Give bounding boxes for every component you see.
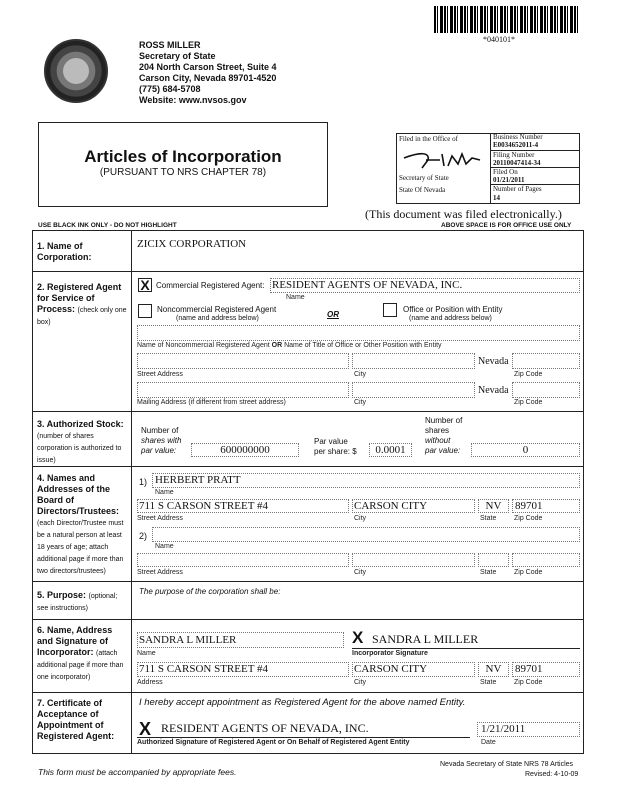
- director-1-name: HERBERT PRATT: [155, 474, 241, 486]
- incorporator-signature: SANDRA L MILLER: [372, 632, 479, 646]
- par-value-per-share: 0.0001: [375, 444, 406, 456]
- office-position-label: Office or Position with Entity: [403, 305, 503, 314]
- with-par-line3: par value:: [141, 446, 177, 455]
- corporation-name: ZICIX CORPORATION: [137, 238, 247, 250]
- director-2-number: 2): [139, 531, 148, 541]
- agent-x-mark: X: [139, 719, 152, 739]
- shares-with-par-value: 600000000: [220, 444, 270, 456]
- section-2-label: 2. Registered Agent for Service of Process:: [37, 282, 122, 314]
- form-revised: Revised: 4-10-09: [525, 771, 579, 778]
- fees-note: This form must be accompanied by appropriate fees.: [38, 767, 237, 777]
- filing-number: 20110047414-34: [493, 159, 541, 167]
- agent-date-caption: Date: [481, 739, 496, 746]
- section-4-label: 4. Names and Addresses of the Board of Directors/Trustees:: [37, 473, 120, 516]
- state-nevada-2: Nevada: [478, 385, 509, 396]
- director-1-state: NV: [485, 500, 502, 512]
- sos-website: Website: www.nvsos.gov: [139, 95, 247, 105]
- section-4-note: (each Director/Trustee must be a natural person at least 18 years of age; attach additional page if more than two directors/trustees): [37, 520, 124, 575]
- incorporator-street: 711 S CARSON STREET #4: [139, 663, 268, 675]
- nevada-state-seal: [44, 39, 108, 103]
- filed-on-label: Filed On: [493, 168, 518, 176]
- section-6-note: (attach additional page if more than one incorporator): [37, 650, 124, 681]
- agent-date: 1/21/2011: [481, 723, 526, 735]
- incorporator-state: NV: [485, 663, 502, 675]
- director-2-state-caption: State: [480, 569, 497, 576]
- title-of-office-caption: Name of Title of Office or Other Position with Entity: [284, 342, 442, 349]
- director-2-zip-caption: Zip Code: [514, 569, 543, 576]
- agent-signature: RESIDENT AGENTS OF NEVADA, INC.: [161, 721, 369, 735]
- sos-name: ROSS MILLER: [139, 40, 201, 50]
- or-small: OR: [271, 342, 283, 349]
- noncommercial-agent-sub: (name and address below): [176, 315, 259, 322]
- filed-in-office-of: Filed in the Office of: [399, 135, 458, 143]
- office-position-sub: (name and address below): [409, 315, 492, 322]
- director-1-zip: 89701: [515, 500, 543, 512]
- filed-electronically-note: (This document was filed electronically.): [365, 207, 562, 221]
- section-6-label: 6. Name, Address and Signature of Incorporator:: [37, 625, 113, 657]
- without-par-line3: without: [425, 436, 451, 445]
- incorporator-zip: 89701: [515, 663, 543, 675]
- without-par-line1: Number of: [425, 416, 463, 425]
- sos-title: Secretary of State: [139, 51, 216, 61]
- director-1-city: CARSON CITY: [354, 500, 428, 512]
- acceptance-text: I hereby accept appointment as Registered Agent for the above named Entity.: [139, 697, 466, 708]
- state-nevada-1: Nevada: [478, 356, 509, 367]
- director-1-street-caption: Street Address: [137, 515, 183, 522]
- noncommercial-name-caption: Name of Noncommercial Registered Agent: [137, 342, 270, 349]
- filing-number-label: Filing Number: [493, 151, 535, 159]
- street-address-caption-2: Street Address: [137, 371, 183, 378]
- office-position-checkbox[interactable]: [383, 303, 397, 317]
- par-value-label1: Par value: [314, 437, 348, 446]
- section-3-note: (number of shares corporation is authorized to issue): [37, 433, 122, 464]
- zip-caption-2: Zip Code: [514, 371, 543, 378]
- pages-count: 14: [493, 194, 500, 202]
- director-1-number: 1): [139, 477, 148, 487]
- commercial-agent-label: Commercial Registered Agent:: [156, 281, 265, 290]
- director-2-city-caption: City: [354, 569, 367, 576]
- mailing-city-caption: City: [354, 399, 367, 406]
- barcode: [434, 6, 580, 33]
- filing-secretary-of-state: Secretary of State: [399, 174, 449, 182]
- sos-phone: (775) 684-5708: [139, 84, 201, 94]
- without-par-line4: par value:: [425, 446, 461, 455]
- with-par-line1: Number of: [141, 426, 179, 435]
- page-title: Articles of Incorporation: [84, 147, 282, 166]
- incorporator-name: SANDRA L MILLER: [139, 634, 237, 646]
- section-3-label: 3. Authorized Stock:: [37, 419, 124, 429]
- incorporator-signature-caption: Incorporator Signature: [352, 650, 428, 657]
- black-ink-note: USE BLACK INK ONLY - DO NOT HIGHLIGHT: [38, 222, 177, 229]
- agent-signature-caption: Authorized Signature of Registered Agent or On Behalf of Registered Agent Entity: [137, 739, 410, 746]
- or-separator: OR: [327, 310, 339, 319]
- section-2-note: (check only one box): [37, 307, 127, 326]
- section-5-label: 5. Purpose:: [37, 590, 87, 600]
- page-subtitle: (PURSUANT TO NRS CHAPTER 78): [99, 167, 267, 178]
- sos-address-line2: Carson City, Nevada 89701-4520: [139, 73, 277, 83]
- section-1-label: 1. Name of Corporation:: [37, 241, 92, 262]
- sos-address-line1: 204 North Carson Street, Suite 4: [139, 62, 277, 72]
- incorporator-city-caption: City: [354, 679, 367, 686]
- incorporator-city: CARSON CITY: [354, 663, 428, 675]
- incorporator-zip-caption: Zip Code: [514, 679, 543, 686]
- city-caption-2: City: [354, 371, 367, 378]
- business-number-label: Business Number: [493, 133, 543, 141]
- agent-name-caption: Name: [286, 294, 305, 301]
- incorporator-name-caption: Name: [137, 650, 156, 657]
- business-number: E0034652011-4: [493, 141, 539, 149]
- pages-label: Number of Pages: [493, 185, 542, 193]
- section-5-note: (optional; see instructions): [37, 593, 118, 612]
- secretary-signature: [400, 148, 488, 170]
- director-1-zip-caption: Zip Code: [514, 515, 543, 522]
- barcode-number: *040101*: [483, 35, 515, 44]
- noncommercial-agent-label: Noncommercial Registered Agent: [157, 305, 277, 314]
- without-par-line2: shares: [425, 426, 450, 435]
- mailing-address-caption: Mailing Address (if different from street address): [137, 399, 286, 406]
- commercial-agent-name: RESIDENT AGENTS OF NEVADA, INC.: [272, 279, 463, 291]
- form-name: Nevada Secretary of State NRS 78 Articles: [440, 761, 574, 768]
- director-1-street: 711 S CARSON STREET #4: [139, 500, 268, 512]
- office-use-note: ABOVE SPACE IS FOR OFFICE USE ONLY: [441, 222, 572, 229]
- director-2-name-caption: Name: [155, 543, 174, 550]
- director-2-street-caption: Street Address: [137, 569, 183, 576]
- filed-on-date: 01/21/2011: [493, 176, 525, 184]
- director-1-city-caption: City: [354, 515, 367, 522]
- mailing-zip-caption: Zip Code: [514, 399, 543, 406]
- filing-state-of-nevada: State Of Nevada: [399, 186, 446, 194]
- purpose-text: The purpose of the corporation shall be:: [139, 587, 281, 596]
- par-value-label2: per share: $: [314, 447, 357, 456]
- noncommercial-agent-checkbox[interactable]: [138, 304, 152, 318]
- section-7-label: 7. Certificate of Acceptance of Appointment of Registered Agent:: [37, 698, 115, 741]
- with-par-line2: shares with: [141, 436, 182, 445]
- incorporator-x-mark: X: [352, 628, 364, 647]
- director-1-name-caption: Name: [155, 489, 174, 496]
- commercial-agent-checkbox[interactable]: X: [138, 278, 152, 292]
- shares-without-par-value: 0: [522, 444, 529, 456]
- director-1-state-caption: State: [480, 515, 497, 522]
- incorporator-address-caption: Address: [137, 679, 163, 686]
- incorporator-state-caption: State: [480, 679, 497, 686]
